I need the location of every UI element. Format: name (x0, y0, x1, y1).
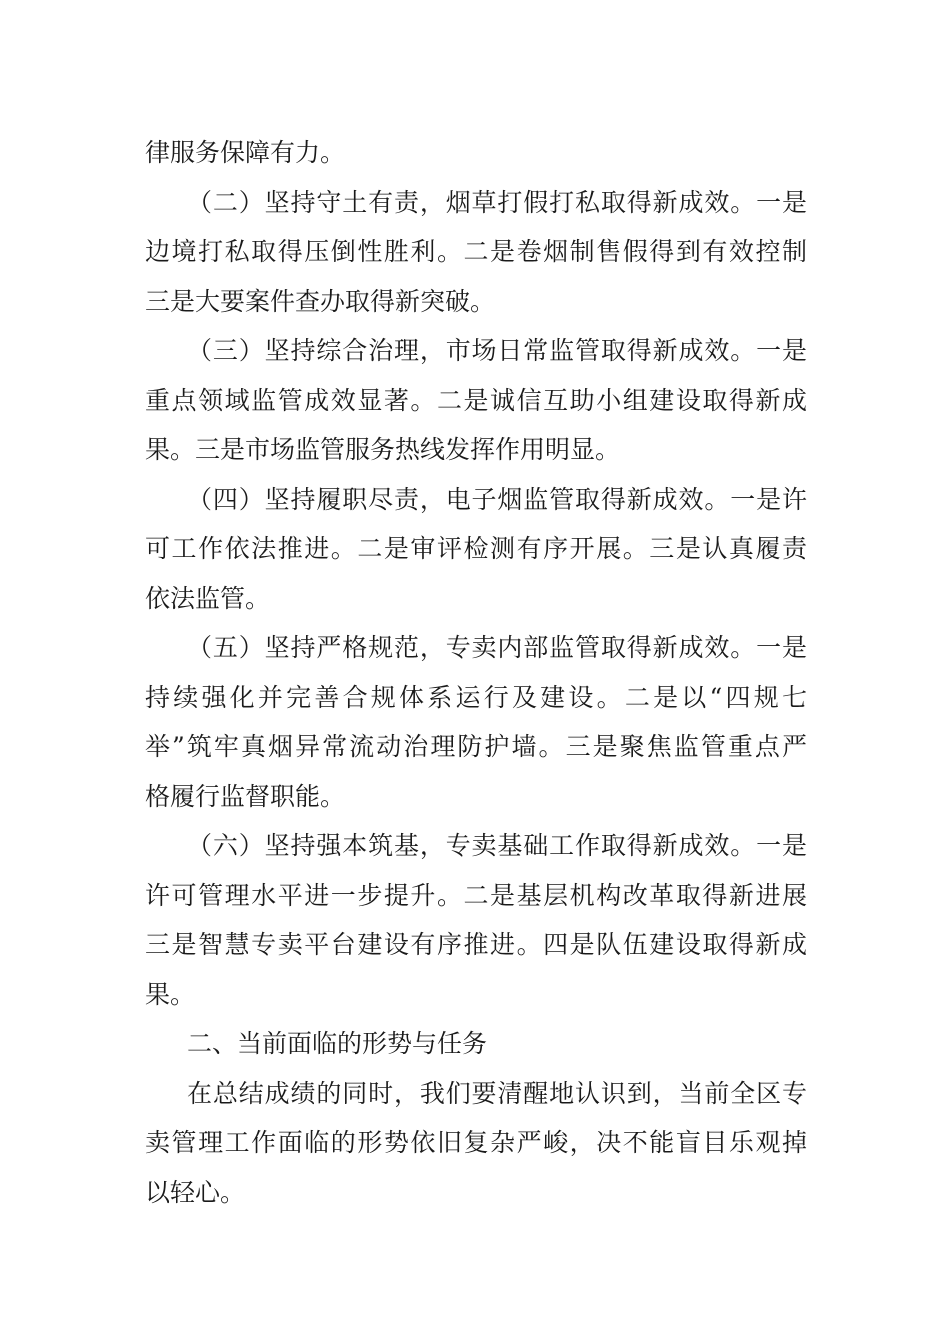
document-body (145, 128, 807, 1217)
text-line: 举”筑牢真烟异常流动治理防护墙。三是聚焦监管重点严 (145, 732, 807, 761)
text-line: 二、当前面临的形势与任务 (187, 1029, 488, 1058)
text-line: （三）坚持综合治理，市场日常监管取得新成效。一是 (187, 336, 807, 365)
text-line: 许可管理水平进一步提升。二是基层机构改革取得新进展 (145, 880, 807, 910)
text-line: 果。三是市场监管服务热线发挥作用明显。 (145, 435, 621, 464)
text-line: 卖管理工作面临的形势依旧复杂严峻，决不能盲目乐观掉 (145, 1128, 807, 1157)
text-line: 可工作依法推进。二是审评检测有序开展。三是认真履责 (145, 534, 807, 563)
text-line: 格履行监督职能。 (145, 781, 346, 811)
text-line: 律服务保障有力。 (145, 138, 346, 167)
text-line: 果。 (145, 979, 196, 1009)
text-line: 边境打私取得压倒性胜利。二是卷烟制售假得到有效控制 (145, 237, 807, 266)
text-line: （六）坚持强本筑基，专卖基础工作取得新成效。一是 (187, 831, 807, 860)
text-line: （五）坚持严格规范，专卖内部监管取得新成效。一是 (187, 633, 807, 662)
text-line: 依法监管。 (145, 583, 271, 613)
text-line: 持续强化并完善合规体系运行及建设。二是以“四规七 (145, 682, 807, 712)
text-line: 在总结成绩的同时，我们要清醒地认识到，当前全区专 (187, 1078, 807, 1108)
text-line: 三是智慧专卖平台建设有序推进。四是队伍建设取得新成 (145, 930, 807, 959)
text-line: 以轻心。 (145, 1177, 246, 1207)
text-line: 三是大要案件查办取得新突破。 (145, 286, 496, 316)
text-line: （四）坚持履职尽责，电子烟监管取得新成效。一是许 (187, 484, 807, 514)
text-line: （二）坚持守土有责，烟草打假打私取得新成效。一是 (187, 187, 807, 217)
text-line: 重点领域监管成效显著。二是诚信互助小组建设取得新成 (145, 385, 807, 415)
